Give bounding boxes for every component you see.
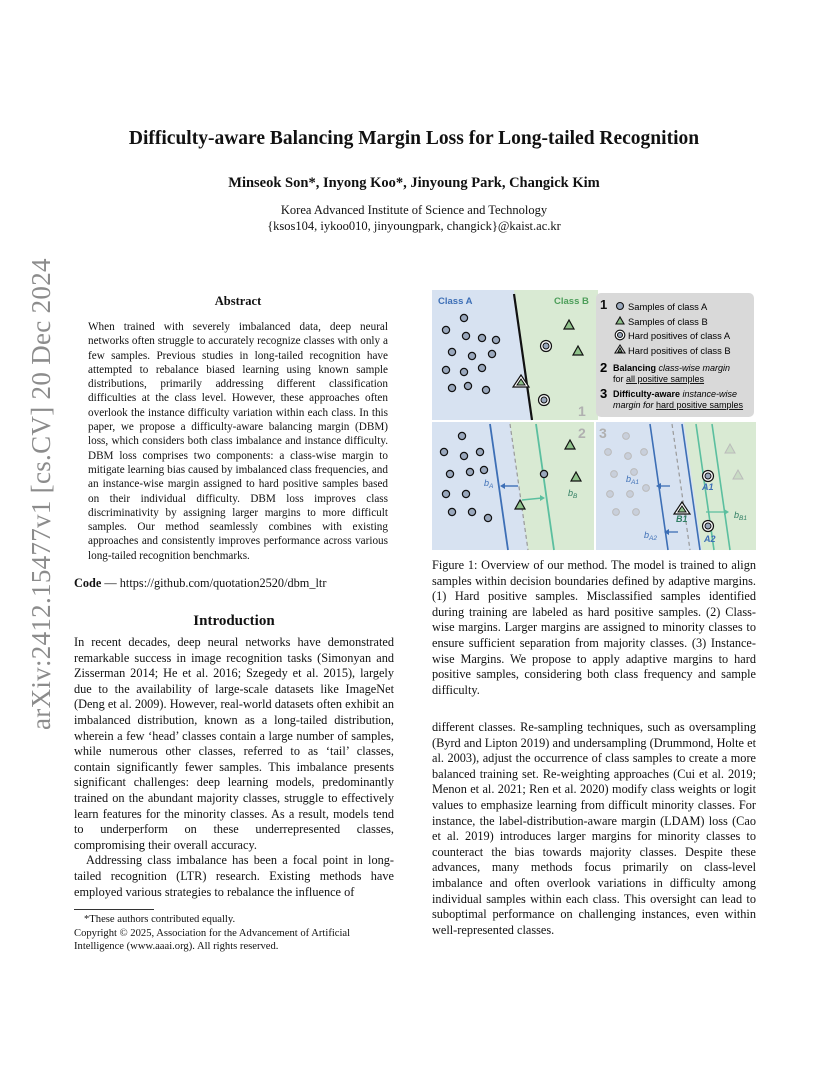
legend-num-1: 1 bbox=[600, 297, 608, 312]
svg-text:bA2: $b_{A2}$ bbox=[644, 530, 657, 542]
svg-text:3: 3 bbox=[599, 425, 607, 441]
svg-text:A2: A2 bbox=[704, 534, 716, 544]
introduction-heading: Introduction bbox=[193, 613, 275, 629]
legend-item-4: Hard positives of class B bbox=[628, 345, 731, 356]
legend-num-3: 3 bbox=[600, 386, 608, 401]
code-line bbox=[74, 576, 394, 592]
legend-num-2: 2 bbox=[600, 360, 608, 375]
legend-balancing: Balancing class-wise margin bbox=[613, 363, 731, 373]
svg-text:bA1: $b_{A1}$ bbox=[626, 474, 639, 486]
svg-text:bA: $b_A$ bbox=[484, 478, 494, 490]
author-list: Minseok Son*, Inyong Koo*, Jinyoung Park, Changick Kim bbox=[228, 175, 600, 191]
code-sep: — bbox=[101, 576, 120, 590]
svg-text:2: 2 bbox=[578, 425, 586, 441]
figure-caption: Figure 1: Overview of our method. The model is trained to align samples within decision boundaries defined by adaptive margins. (1) Hard positive samples. Misclassified samples identified during training are labeled as hard positive samples. (2) Class-wise margins. Larger margins are assigned to minority classes to ensure sufficient separation from majority classes. (3) Instance-wise Margins. We propose to apply adaptive margins to hard positive samples, considering both class frequency and sample difficulty. bbox=[432, 558, 756, 697]
intro-paragraph-1: In recent decades, deep neural networks have demonstrated remarkable success in image recognition tasks (Simonyan and Zisserman 2014; He et al. 2016; Szegedy et al. 2015), largely due to the availability of large-scale datasets like ImageNet (Deng et al. 2009). However, real-world datasets often exhibit an imbalanced distribution, known as a long-tailed distribution, wherein a few ‘head’ classes contain a large number of samples, while numerous other classes, referred to as ‘tail’ classes, contain significantly fewer samples. This imbalance presents significant challenges: deep learning models, predominantly trained on the abundant majority classes, struggle to effectively learn features for the minority classes. As a result, models tend to underperform on these underrepresented classes, compromising their overall accuracy. bbox=[74, 635, 394, 852]
panel-number-1: 1 bbox=[578, 403, 586, 419]
intro-paragraph-2: Addressing class imbalance has been a focal point in long-tailed recognition (LTR) research. Existing methods have employed various strategies to rebalance the influence of bbox=[74, 853, 394, 899]
legend-item-3: Hard positives of class A bbox=[628, 330, 731, 341]
emails: {ksos104, iykoo010, jinyoungpark, changick}@kaist.ac.kr bbox=[267, 219, 561, 233]
affiliation: Korea Advanced Institute of Science and Technology bbox=[280, 203, 548, 217]
code-label: Code bbox=[74, 576, 102, 590]
overview-figure bbox=[432, 290, 756, 552]
copyright: Copyright © 2025, Association for the Advancement of Artificial Intelligence (www.aaai.org). All rights reserved. bbox=[74, 927, 351, 952]
abstract-heading: Abstract bbox=[214, 294, 262, 308]
legend-difficulty-line2: margin for hard positive samples bbox=[613, 400, 744, 410]
class-a-label: Class A bbox=[438, 296, 473, 307]
panel1-hard-positive-a bbox=[541, 341, 552, 352]
legend-balancing-line2: for all positive samples bbox=[613, 374, 705, 384]
legend-item-1: Samples of class A bbox=[628, 301, 708, 312]
footnote-mark: *These authors contributed equally. bbox=[84, 914, 236, 925]
legend-difficulty: Difficulty-aware instance-wise bbox=[613, 389, 738, 399]
panel3 bbox=[596, 422, 756, 550]
introduction-body bbox=[74, 635, 394, 900]
arxiv-identifier: arXiv:2412.15477v1 [cs.CV] 20 Dec 2024 bbox=[26, 258, 56, 730]
class-b-label: Class B bbox=[554, 296, 589, 307]
legend-item-2: Samples of class B bbox=[628, 316, 708, 327]
panel1-hard-positive-a-2 bbox=[539, 395, 550, 406]
svg-text:bB: $b_B$ bbox=[568, 488, 578, 500]
right-column-text: different classes. Re-sampling techniques, such as oversampling (Byrd and Lipton 2019) and undersampling (Drummond, Holte et al. 2003), adjust the occurrence of class samples to create a more balanced training set. Re-weighting approaches (Cui et al. 2019; Menon et al. 2021; Ren et al. 2020) modify class weights or logit values to emphasize learning from difficult minority classes. For instance, the label-distribution-aware margin (LDAM) loss (Cao et al. 2019) introduces larger margins for minority classes to counteract the bias towards majority classes. Despite these advances, many methods focus primarily on class-level imbalance and often overlook variations in difficulty among individual samples within each class. This oversight can lead to suboptimal performance on challenging instances, even within well-represented classes. bbox=[432, 720, 756, 937]
paper-title: Difficulty-aware Balancing Margin Loss for Long-tailed Recognition bbox=[128, 128, 700, 149]
svg-text:B1: B1 bbox=[676, 514, 688, 524]
svg-text:A1: A1 bbox=[702, 482, 714, 492]
footnote bbox=[74, 913, 394, 954]
affiliation-block bbox=[0, 202, 828, 234]
abstract-text: When trained with severely imbalanced data, deep neural networks often struggle to accurately recognize classes with only a few samples. Previous studies in long-tailed recognition have attempted to rebalance biased learning using known sample distributions, primarily addressing different classification difficulties at the class level. However, these approaches often overlook the instance difficulty variation within each class. In this paper, we propose a difficulty-aware balancing margin (DBM) loss, which considers both class imbalance and instance difficulty. DBM loss comprises two components: a class-wise margin to mitigate learning bias caused by imbalanced class frequencies, and an instance-wise margin assigned to hard positive samples based on their individual difficulty. DBM loss improves class discriminativity by assigning larger margins to more difficult samples. Our method seamlessly combines with existing approaches and consistently improves performance across various long-tailed recognition benchmarks. bbox=[88, 321, 388, 562]
footnote-rule bbox=[74, 909, 154, 910]
svg-text:bB1: $b_{B1}$ bbox=[734, 510, 747, 522]
code-url[interactable]: https://github.com/quotation2520/dbm_ltr bbox=[119, 576, 327, 590]
panel2 bbox=[432, 422, 594, 550]
